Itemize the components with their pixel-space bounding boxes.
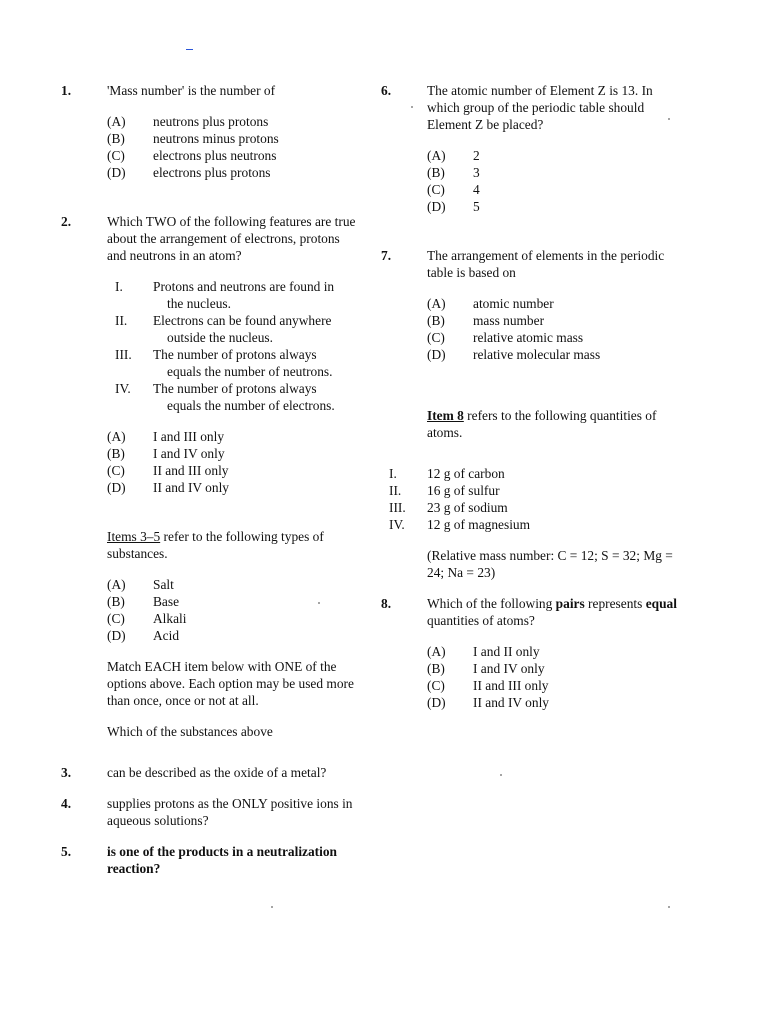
- question-number: 3.: [61, 765, 72, 780]
- scan-speck: [318, 602, 320, 604]
- scan-speck: [271, 906, 273, 908]
- option-text: atomic number: [473, 296, 554, 311]
- option-b: [107, 593, 361, 610]
- option-text: Salt: [153, 577, 174, 592]
- option-c: [107, 462, 361, 479]
- question-number: 6.: [381, 83, 392, 98]
- option-c: [427, 181, 681, 198]
- statement-text: 23 g of sodium: [427, 500, 508, 515]
- statement-number: III.: [115, 347, 132, 362]
- item-8-reference: [389, 407, 681, 581]
- option-d: [107, 479, 361, 496]
- option-text: relative atomic mass: [473, 330, 584, 345]
- stem-emphasis: pairs: [555, 596, 585, 611]
- option-text: II and III only: [473, 678, 549, 693]
- question-1: [61, 82, 361, 181]
- statement-number: III.: [389, 500, 406, 515]
- statement-number: IV.: [115, 381, 131, 396]
- option-text: II and IV only: [473, 695, 549, 710]
- quantity-list: [389, 465, 681, 533]
- match-lead: Which of the substances above: [107, 724, 273, 739]
- option-text: 3: [473, 165, 480, 180]
- option-text: electrons plus protons: [153, 165, 271, 180]
- option-text: I and IV only: [153, 446, 225, 461]
- stem-part: quantities of atoms?: [427, 613, 535, 628]
- statement-number: IV.: [389, 517, 405, 532]
- option-label: (D): [107, 480, 126, 495]
- question-stem: can be described as the oxide of a metal?: [107, 765, 327, 780]
- option-text: 5: [473, 199, 480, 214]
- question-3: [61, 764, 361, 781]
- option-text: II and IV only: [153, 480, 229, 495]
- quantity-iii: [389, 499, 681, 516]
- answer-options: [107, 428, 361, 496]
- question-stem: supplies protons as the ONLY positive ions in aqueous solutions?: [107, 796, 353, 828]
- question-7: [381, 247, 681, 363]
- option-a: [107, 576, 361, 593]
- quantity-iv: [389, 516, 681, 533]
- left-column: [61, 82, 361, 877]
- statement-text: 12 g of carbon: [427, 466, 505, 481]
- option-label: (C): [427, 678, 445, 693]
- scan-speck: [668, 118, 670, 120]
- scan-speck: [411, 106, 413, 108]
- statement-text: 16 g of sulfur: [427, 483, 500, 498]
- option-label: (D): [427, 695, 446, 710]
- item-reference-text: refers to the following quantities of atoms.: [427, 408, 657, 440]
- substance-options: [107, 576, 361, 644]
- question-number: 2.: [61, 214, 72, 229]
- option-text: Base: [153, 594, 180, 609]
- option-a: [427, 147, 681, 164]
- question-stem: is one of the products in a neutralization reaction?: [107, 844, 338, 876]
- statement-text: outside the nucleus.: [167, 330, 273, 345]
- quantity-i: [389, 465, 681, 482]
- answer-options: [107, 113, 361, 181]
- statement-number: I.: [115, 279, 123, 294]
- option-d: [427, 198, 681, 215]
- option-text: Acid: [153, 628, 180, 643]
- option-c: [427, 677, 681, 694]
- option-label: (A): [107, 429, 126, 444]
- item-reference-text: refer to the following types of substances.: [107, 529, 324, 561]
- option-text: II and III only: [153, 463, 229, 478]
- question-5: [61, 843, 361, 877]
- items-3-5-reference: [107, 528, 361, 740]
- option-label: (A): [427, 148, 446, 163]
- option-label: (D): [107, 165, 126, 180]
- question-4: [61, 795, 361, 829]
- right-column: [381, 82, 681, 711]
- answer-options: [427, 643, 681, 711]
- statement-text: The number of protons always: [153, 381, 317, 396]
- option-text: Alkali: [153, 611, 187, 626]
- option-label: (C): [427, 330, 445, 345]
- option-c: [427, 329, 681, 346]
- option-text: mass number: [473, 313, 545, 328]
- statement-text: equals the number of neutrons.: [167, 364, 333, 379]
- question-2: [61, 213, 361, 496]
- question-8: [381, 595, 681, 711]
- question-stem: [427, 595, 681, 629]
- option-label: (B): [427, 165, 445, 180]
- stem-emphasis: equal: [645, 596, 677, 611]
- question-number: 7.: [381, 248, 392, 263]
- option-label: (D): [427, 347, 446, 362]
- option-d: [427, 346, 681, 363]
- option-label: (B): [427, 313, 445, 328]
- statement-iii: [107, 346, 361, 380]
- option-text: relative molecular mass: [473, 347, 601, 362]
- option-c: [107, 147, 361, 164]
- option-label: (C): [107, 611, 125, 626]
- option-label: (A): [427, 644, 446, 659]
- question-stem: 'Mass number' is the number of: [107, 83, 276, 98]
- option-label: (A): [427, 296, 446, 311]
- option-text: I and III only: [153, 429, 225, 444]
- question-stem: The atomic number of Element Z is 13. In which group of the periodic table should Element Z be placed?: [427, 83, 653, 132]
- statement-ii: [107, 312, 361, 346]
- statement-text: the nucleus.: [167, 296, 231, 311]
- option-label: (C): [107, 148, 125, 163]
- option-a: [107, 428, 361, 445]
- option-label: (B): [107, 131, 125, 146]
- option-a: [107, 113, 361, 130]
- option-b: [107, 130, 361, 147]
- statement-text: The number of protons always: [153, 347, 317, 362]
- option-text: I and IV only: [473, 661, 545, 676]
- item-reference-underlined: Item 8: [427, 408, 464, 423]
- option-label: (B): [107, 446, 125, 461]
- stem-part: represents: [584, 596, 646, 611]
- option-label: (A): [107, 577, 126, 592]
- option-text: 4: [473, 182, 480, 197]
- link-marker: [186, 49, 193, 50]
- option-text: 2: [473, 148, 480, 163]
- option-a: [427, 643, 681, 660]
- stem-part: Which of the following: [427, 596, 556, 611]
- statement-i: [107, 278, 361, 312]
- option-label: (C): [427, 182, 445, 197]
- statement-text: Protons and neutrons are found in: [153, 279, 335, 294]
- statement-text: equals the number of electrons.: [167, 398, 335, 413]
- option-d: [427, 694, 681, 711]
- item-reference-underlined: Items 3–5: [107, 529, 161, 544]
- question-number: 1.: [61, 83, 72, 98]
- option-label: (C): [107, 463, 125, 478]
- option-b: [427, 660, 681, 677]
- option-b: [107, 445, 361, 462]
- option-text: electrons plus neutrons: [153, 148, 277, 163]
- statement-text: Electrons can be found anywhere: [153, 313, 332, 328]
- match-instruction: Match EACH item below with ONE of the options above. Each option may be used more than once, once or not at all.: [107, 659, 354, 708]
- question-number: 8.: [381, 596, 392, 611]
- statement-text: 12 g of magnesium: [427, 517, 531, 532]
- scan-speck: [500, 774, 502, 776]
- statement-iv: [107, 380, 361, 414]
- question-stem: The arrangement of elements in the periodic table is based on: [427, 248, 665, 280]
- option-label: (A): [107, 114, 126, 129]
- question-number: 4.: [61, 796, 72, 811]
- option-label: (D): [427, 199, 446, 214]
- option-d: [107, 627, 361, 644]
- option-b: [427, 164, 681, 181]
- quantity-ii: [389, 482, 681, 499]
- option-d: [107, 164, 361, 181]
- question-6: [381, 82, 681, 215]
- statement-number: I.: [389, 466, 397, 481]
- option-text: neutrons minus protons: [153, 131, 279, 146]
- answer-options: [427, 295, 681, 363]
- statement-number: II.: [389, 483, 402, 498]
- statement-list: [107, 278, 361, 414]
- answer-options: [427, 147, 681, 215]
- statement-number: II.: [115, 313, 128, 328]
- option-a: [427, 295, 681, 312]
- option-text: I and II only: [473, 644, 540, 659]
- option-label: (B): [427, 661, 445, 676]
- relative-mass-note: (Relative mass number: C = 12; S = 32; Mg = 24; Na = 23): [427, 548, 673, 580]
- option-label: (D): [107, 628, 126, 643]
- scan-speck: [668, 906, 670, 908]
- option-b: [427, 312, 681, 329]
- option-c: [107, 610, 361, 627]
- question-number: 5.: [61, 844, 72, 859]
- option-text: neutrons plus protons: [153, 114, 269, 129]
- option-label: (B): [107, 594, 125, 609]
- question-stem: Which TWO of the following features are true about the arrangement of electrons, protons and neutrons in an atom?: [107, 214, 356, 263]
